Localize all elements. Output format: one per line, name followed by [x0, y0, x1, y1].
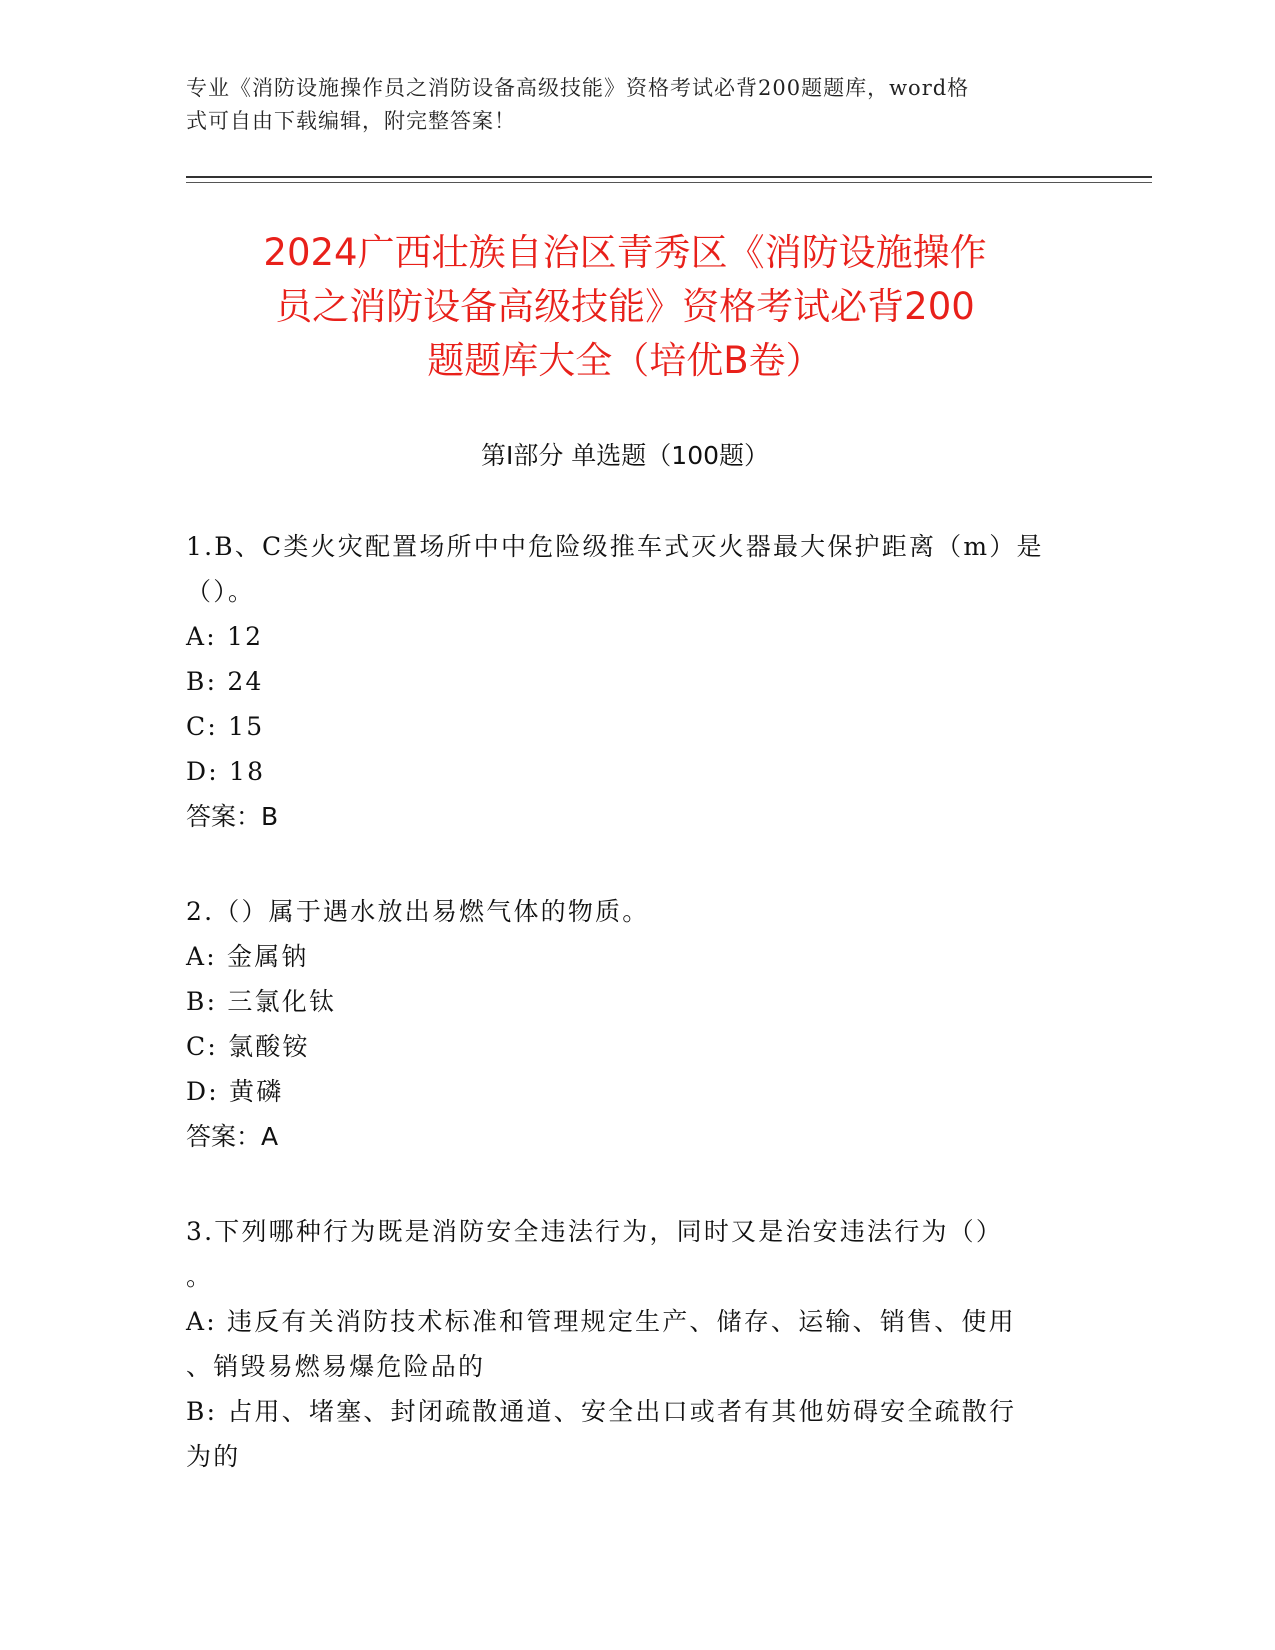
option-c: C: 氯酸铵: [186, 1032, 310, 1061]
question-stem: 1.B、C类火灾配置场所中中危险级推车式灭火器最大保护距离（m）是: [186, 532, 1044, 561]
header-line-2: 式可自由下载编辑，附完整答案！: [186, 109, 516, 133]
option-d: D: 黄磷: [186, 1077, 284, 1106]
option-c: C: 15: [186, 712, 265, 741]
question-1: [186, 524, 1066, 839]
option-b: B: 占用、堵塞、封闭疏散通道、安全出口或者有其他妨碍安全疏散行: [186, 1397, 1017, 1426]
answer: 答案：A: [186, 1122, 279, 1151]
title-line-3: 题题库大全（培优B卷）: [427, 339, 823, 382]
header-line-1: 专业《消防设施操作员之消防设备高级技能》资格考试必背200题题库，word格: [186, 76, 970, 100]
option-b: B: 三氯化钛: [186, 987, 337, 1016]
section-heading: 第Ⅰ部分 单选题（100题）: [480, 441, 770, 470]
option-a: A: 违反有关消防技术标准和管理规定生产、储存、运输、销售、使用: [186, 1307, 1016, 1336]
question-3: [186, 1209, 1066, 1479]
title-line-1: 2024广西壮族自治区青秀区《消防设施操作: [263, 231, 987, 274]
answer: 答案：B: [186, 802, 279, 831]
option-b: B: 24: [186, 667, 264, 696]
question-2: [186, 889, 1066, 1159]
option-a-continued: 、销毁易燃易爆危险品的: [186, 1352, 486, 1381]
title-line-2: 员之消防设备高级技能》资格考试必背200: [275, 285, 975, 328]
option-a: A: 金属钠: [186, 942, 309, 971]
question-stem: 2.（）属于遇水放出易燃气体的物质。: [186, 897, 650, 926]
page-header: [186, 72, 1066, 138]
option-a: A: 12: [186, 622, 264, 651]
header-rule: [186, 176, 1152, 178]
option-d: D: 18: [186, 757, 266, 786]
question-stem: 3.下列哪种行为既是消防安全违法行为，同时又是治安违法行为（）: [186, 1217, 1004, 1246]
question-list: [186, 524, 1066, 1529]
question-stem-continued: （）。: [186, 577, 256, 606]
header-rule-thin: [186, 182, 1152, 183]
question-stem-continued: 。: [186, 1262, 214, 1291]
option-b-continued: 为的: [186, 1442, 241, 1471]
document-title: [150, 226, 1100, 388]
